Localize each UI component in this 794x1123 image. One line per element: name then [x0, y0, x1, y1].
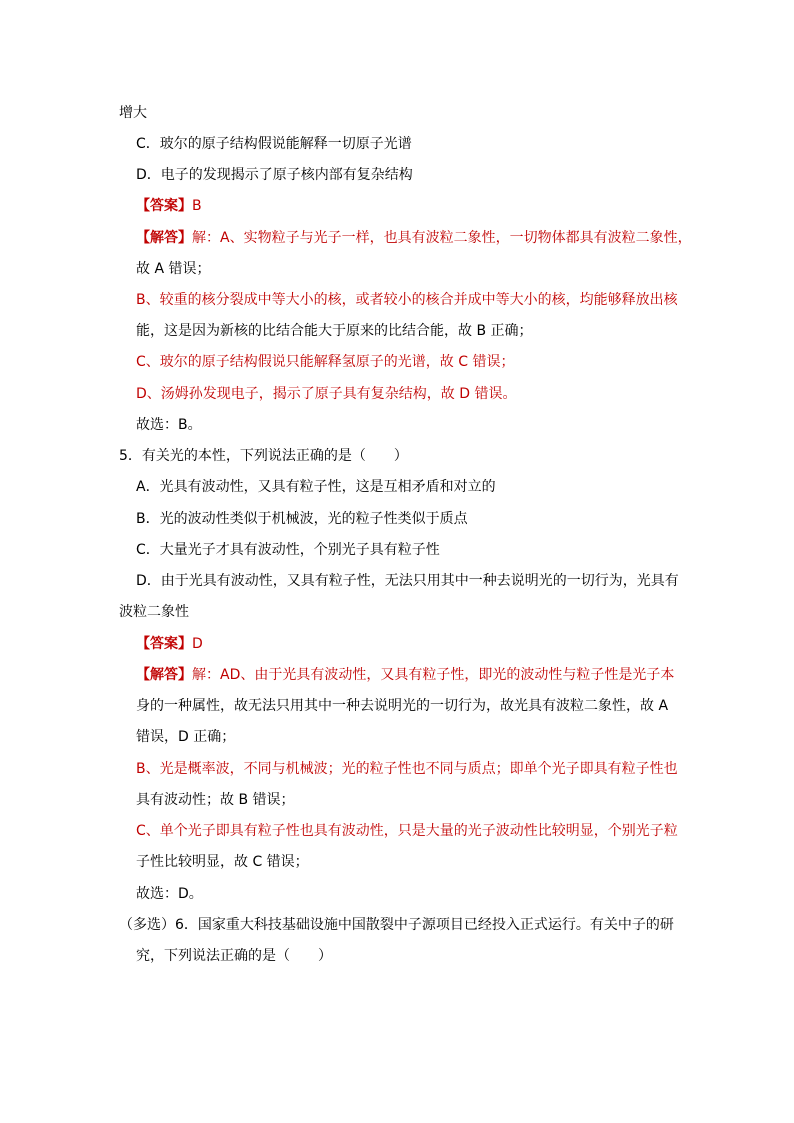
text-line: 能，这是因为新核的比结合能大于原来的比结合能，故 B 正确； — [136, 323, 533, 339]
text-line: D、汤姆孙发现电子，揭示了原子具有复杂结构，故 D 错误。 — [136, 386, 517, 402]
text-line: 故 A 错误； — [136, 261, 211, 277]
option-d: D．由于光具有波动性，又具有粒子性，无法只用其中一种去说明光的一切行为，光具有 — [136, 573, 679, 589]
text-line: C、玻尔的原子结构假说只能解释氢原子的光谱，故 C 错误； — [136, 354, 515, 370]
text-line: C、单个光子即具有粒子性也具有波动性，只是大量的光子波动性比较明显，个别光子粒 — [136, 823, 678, 839]
answer-line: 【答案】B — [136, 198, 202, 214]
answer-line: 【答案】D — [136, 636, 203, 652]
choice-line: 故选：D。 — [136, 886, 203, 902]
text-line: 具有波动性；故 B 错误； — [136, 792, 295, 808]
text-line: 身的一种属性，故无法只用其中一种去说明光的一切行为，故光具有波粒二象性，故 A — [136, 698, 669, 714]
answer-tag: 【答案】 — [136, 636, 192, 652]
text-line: 子性比较明显，故 C 错误； — [136, 854, 309, 870]
solution-tag: 【解答】 — [136, 667, 192, 683]
question-6-stem: （多选）6．国家重大科技基础设施中国散裂中子源项目已经投入正式运行。有关中子的研 — [119, 917, 674, 933]
solution-tag: 【解答】 — [136, 230, 192, 246]
question-5-stem: 5．有关光的本性，下列说法正确的是（ ） — [119, 448, 408, 464]
text-line: 错误，D 正确； — [136, 729, 236, 745]
answer-tag: 【答案】 — [136, 198, 192, 214]
text-line: 增大 — [119, 105, 147, 121]
option-c: C．大量光子才具有波动性，个别光子具有粒子性 — [136, 542, 440, 558]
choice-line: 故选：B。 — [136, 417, 202, 433]
option-c: C．玻尔的原子结构假说能解释一切原子光谱 — [136, 136, 412, 152]
text-line: B、较重的核分裂成中等大小的核，或者较小的核合并成中等大小的核，均能够释放出核 — [136, 292, 678, 308]
solution-line: 【解答】解：AD、由于光具有波动性，又具有粒子性，即光的波动性与粒子性是光子本 — [136, 667, 675, 683]
solution-line: 【解答】解：A、实物粒子与光子一样，也具有波粒二象性，一切物体都具有波粒二象性， — [136, 230, 692, 246]
question-6-stem-cont: 究，下列说法正确的是（ ） — [136, 948, 332, 964]
option-b: B．光的波动性类似于机械波，光的粒子性类似于质点 — [136, 511, 468, 527]
option-d: D．电子的发现揭示了原子核内部有复杂结构 — [136, 167, 413, 183]
text-line: B、光是概率波，不同与机械波；光的粒子性也不同与质点；即单个光子即具有粒子性也 — [136, 761, 678, 777]
option-a: A．光具有波动性，又具有粒子性，这是互相矛盾和对立的 — [136, 479, 496, 495]
option-d-cont: 波粒二象性 — [119, 604, 189, 620]
